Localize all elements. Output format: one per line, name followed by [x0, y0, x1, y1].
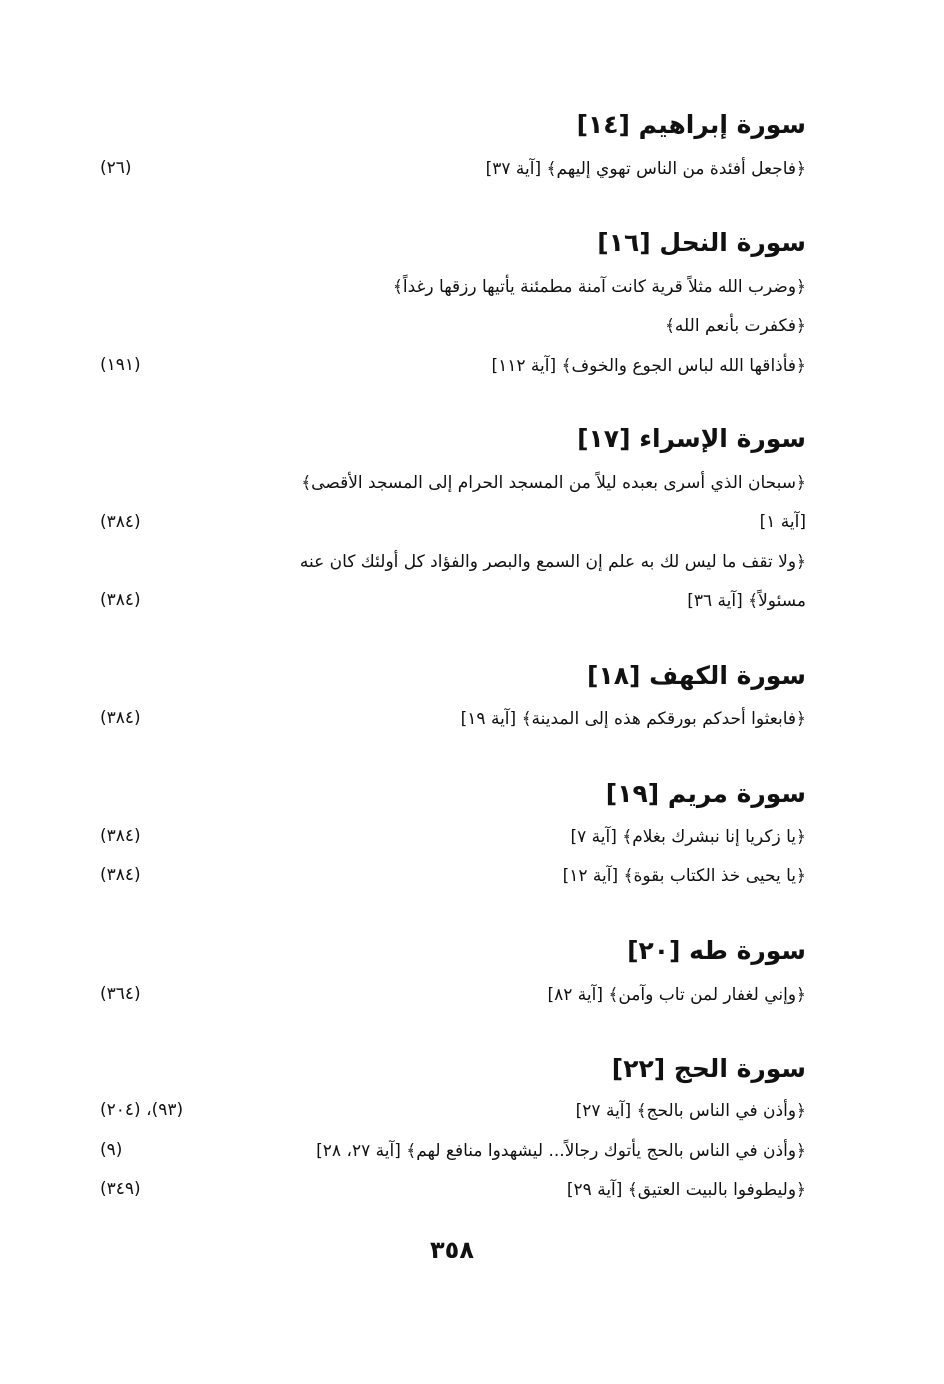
verse-line: ﴿ولا تقف ما ليس لك به علم إن السمع والبصر والفؤاد كل أولئك كان عنه [299, 552, 806, 572]
page-reference: (٩٣)، (٢٠٤) [100, 1100, 184, 1120]
page-reference: (١٩١) [100, 355, 141, 375]
page-reference: (٣٨٤) [100, 590, 141, 610]
page-reference: (٣٨٤) [100, 865, 141, 885]
page-reference: (٣٤٩) [100, 1179, 141, 1199]
verse-line: ﴿فابعثوا أحدكم بورقكم هذه إلى المدينة﴾ [آية ١٩] [460, 709, 806, 729]
verse-line: ﴿وضرب الله مثلاً قرية كانت آمنة مطمئنة يأتيها رزقها رغداً﴾ [392, 277, 806, 297]
page-reference: (٣٨٤) [100, 512, 141, 532]
verse-line: ﴿فأذاقها الله لباس الجوع والخوف﴾ [آية ١١٢] [491, 356, 806, 376]
page-reference: (٣٨٤) [100, 826, 141, 846]
surah-heading-isra: سورة الإسراء [١٧] [577, 424, 806, 453]
page-reference: (٩) [100, 1140, 123, 1160]
surah-heading-kahf: سورة الكهف [١٨] [587, 661, 806, 690]
page-reference: (٣٦٤) [100, 984, 141, 1004]
verse-line: ﴿وأذن في الناس بالحج﴾ [آية ٢٧] [575, 1101, 806, 1121]
verse-line: ﴿وأذن في الناس بالحج يأتوك رجالاً... ليشهدوا منافع لهم﴾ [آية ٢٧، ٢٨] [316, 1141, 806, 1161]
verse-line: ﴿وليطوفوا بالبيت العتيق﴾ [آية ٢٩] [566, 1180, 806, 1200]
verse-line: ﴿وإني لغفار لمن تاب وآمن﴾ [آية ٨٢] [547, 985, 806, 1005]
verse-line: ﴿يا زكريا إنا نبشرك بغلام﴾ [آية ٧] [570, 827, 806, 847]
verse-line: ﴿فكفرت بأنعم الله﴾ [664, 316, 806, 336]
page-number: ٣٥٨ [430, 1236, 474, 1264]
verse-line: مسئولاً﴾ [آية ٣٦] [687, 591, 806, 611]
surah-heading-maryam: سورة مريم [١٩] [605, 779, 806, 808]
surah-heading-nahl: سورة النحل [١٦] [597, 228, 806, 257]
surah-heading-hajj: سورة الحج [٢٢] [611, 1054, 806, 1083]
verse-line: ﴿يا يحيى خذ الكتاب بقوة﴾ [آية ١٢] [562, 866, 806, 886]
surah-heading-taha: سورة طه [٢٠] [627, 936, 806, 965]
surah-heading-ibrahim: سورة إبراهيم [١٤] [576, 110, 806, 139]
verse-line: ﴿فاجعل أفئدة من الناس تهوي إليهم﴾ [آية ٣٧] [485, 159, 806, 179]
verse-line: ﴿سبحان الذي أسرى بعبده ليلاً من المسجد الحرام إلى المسجد الأقصى﴾ [301, 473, 806, 493]
verse-line: [آية ١] [759, 512, 806, 532]
page-reference: (٢٦) [100, 158, 132, 178]
page-reference: (٣٨٤) [100, 708, 141, 728]
